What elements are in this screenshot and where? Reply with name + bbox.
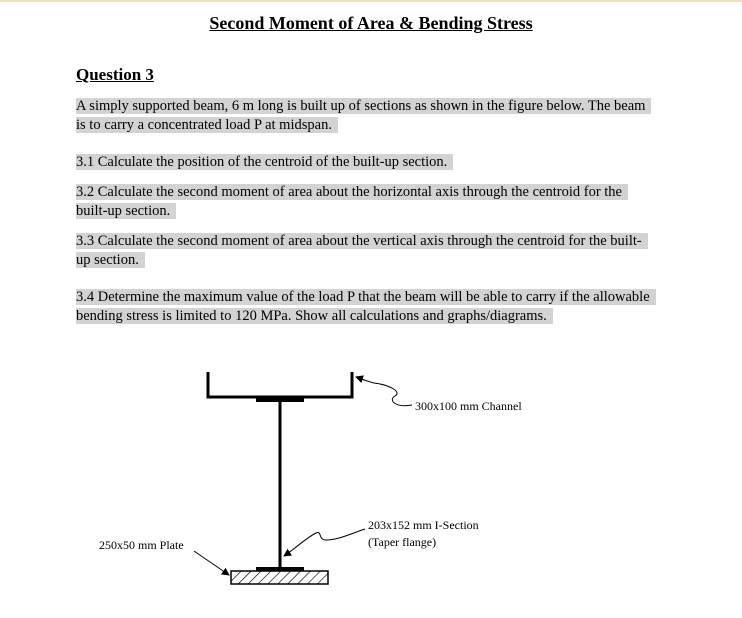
question-3-2: 3.2 Calculate the second moment of area about the horizontal axis through the centroid for the built-up section. [76,183,656,221]
channel-label: 300x100 mm Channel [415,399,522,413]
plate-leader [194,551,229,575]
question-heading: Question 3 [76,65,154,84]
channel-section [208,372,352,397]
isection-leader [284,529,365,556]
question-3-1: 3.1 Calculate the position of the centroid of the built-up section. [76,153,656,172]
intro-paragraph: A simply supported beam, 6 m long is built up of sections as shown in the figure below. The beam is to carry a concentrated load P at midspan. [76,97,656,135]
page-title: Second Moment of Area & Bending Stress [209,13,533,33]
plate-label: 250x50 mm Plate [99,538,184,552]
plate-section [231,571,328,584]
isection-label: 203x152 mm I-Section [368,518,479,532]
question-3-3: 3.3 Calculate the second moment of area about the vertical axis through the centroid for the built-up section. [76,232,656,270]
isection-label-note: (Taper flange) [368,535,437,549]
channel-leader [356,377,412,406]
i-section-top-flange [256,398,304,402]
question-3-4: 3.4 Determine the maximum value of the load P that the beam will be able to carry if the allowable bending stress is limited to 120 MPa. Show all calculations and graphs/diagrams. [76,288,656,326]
